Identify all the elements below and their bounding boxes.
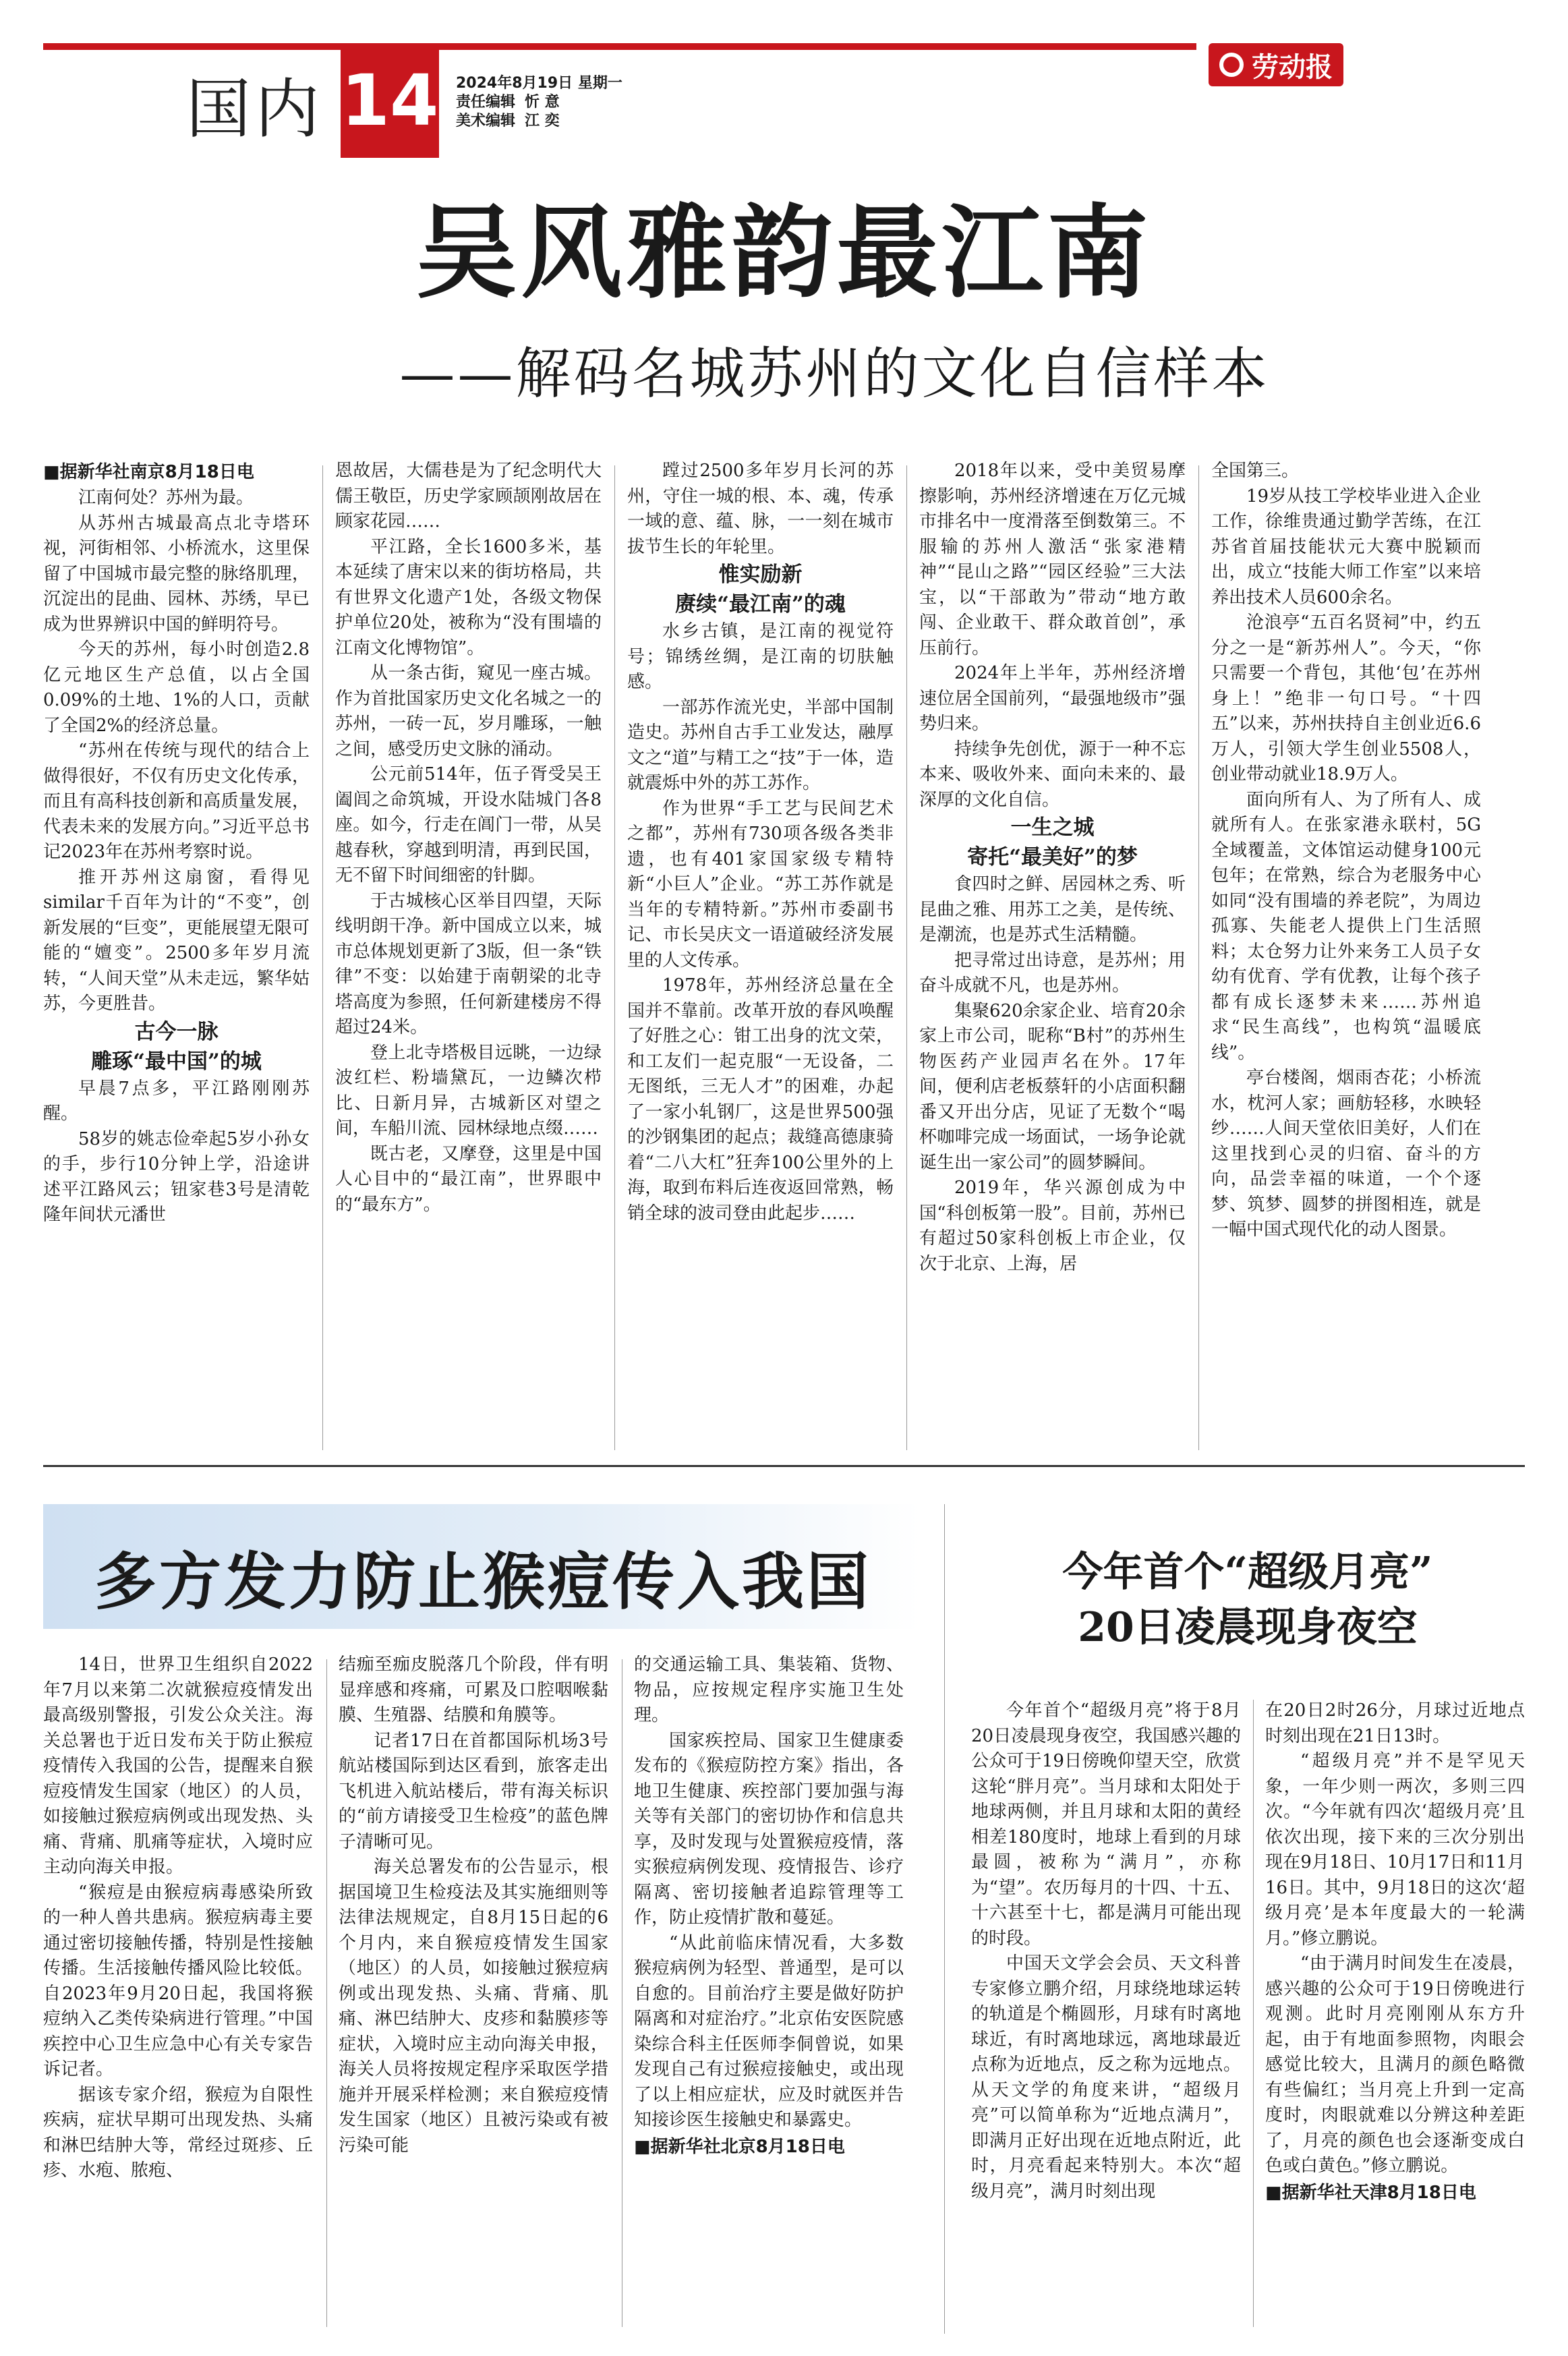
- paragraph: 今年首个“超级月亮”将于8月20日凌晨现身夜空，我国感兴趣的公众可于19日傍晚仰望天空，欣赏这轮“胖月亮”。当月球和太阳处于地球两侧，并且月球和太阳的黄经相差180度时，地球上看到的月球最圆，被称为“满月”，亦称为“望”。农历每月的十四、十五、十六甚至十七，都是满月可能出现的时段。: [971, 1700, 1241, 1949]
- page-number: 14: [341, 43, 439, 158]
- paragraph: 于古城核心区举目四望，天际线明朗干净。新中国成立以来，城市总体规划更新了3版，但一条“铁律”不变：以始建于南朝梁的北寺塔高度为参照，任何新建楼房不得超过24米。: [335, 890, 602, 1037]
- paragraph: 平江路，全长1600多米，基本延续了唐宋以来的街坊格局，共有世界文化遗产1处，各级文物保护单位20处，被称为“没有围墙的江南文化博物馆”。: [335, 536, 602, 658]
- monkeypox-column-2: [339, 1653, 608, 2334]
- paragraph: “猴痘是由猴痘病毒感染所致的一种人兽共患病。猴痘病毒主要通过密切接触传播，特别是性接触传播。生活接触传播风险比较低。自2023年9月20日起，我国将猴痘纳入乙类传染病进行管理。”中国疾控中心卫生应急中心有关专家告诉记者。: [43, 1882, 313, 2079]
- lead-column-5: [1211, 459, 1481, 1450]
- paragraph: 亭台楼阁，烟雨杏花；小桥流水，枕河人家；画舫轻移，水映轻纱……人间天堂依旧美好，人们在这里找到心灵的归宿、奋斗的方向，品尝幸福的味道，一个个逐梦、筑梦、圆梦的拼图相连，就是一幅中国式现代化的动人图景。: [1211, 1068, 1481, 1240]
- editor-label: 责任编辑: [456, 94, 516, 111]
- edition-meta: [456, 74, 622, 131]
- paragraph: 既古老，又摩登，这里是中国人心目中的“最江南”，世界眼中的“最东方”。: [335, 1143, 602, 1215]
- paragraph: 食四时之鲜、居园林之秀、听昆曲之雅、用苏工之美，是传统、是潮流，也是苏式生活精髓。: [919, 874, 1186, 945]
- paragraph: 蹚过2500多年岁月长河的苏州，守住一城的根、本、魂，传承一域的意、蕴、脉，一一刻在城市拔节生长的年轮里。: [627, 461, 894, 557]
- paragraph: 的交通运输工具、集装箱、货物、物品，应按规定程序实施卫生处理。: [634, 1655, 904, 1725]
- paragraph: 2024年上半年，苏州经济增速位居全国前列，“最强地级市”强势归来。: [919, 663, 1186, 734]
- paragraph: 从一条古街，窥见一座古城。作为首批国家历史文化名城之一的苏州，一砖一瓦，岁月雕琢，一触之间，感受历史文脉的涌动。: [335, 663, 602, 759]
- paragraph: 国家疾控局、国家卫生健康委发布的《猴痘防控方案》指出，各地卫生健康、疾控部门要加强与海关等有关部门的密切协作和信息共享，及时发现与处置猴痘疫情，落实猴痘病例发现、疫情报告、诊疗隔离、密切接触者追踪管理等工作，防止疫情扩散和蔓延。: [634, 1730, 904, 1928]
- paragraph: 海关总署发布的公告显示，根据国境卫生检疫法及其实施细则等法律法规规定，自8月15日起的6个月内，来自猴痘疫情发生国家（地区）的人员，如接触过猴痘病例或出现发热、头痛、背痛、肌痛、淋巴结肿大、皮疹和黏膜疹等症状，入境时应主动向海关申报，海关人员将按规定程序采取医学措施并开展采样检测；来自猴痘疫情发生国家（地区）且被污染或有被污染可能: [339, 1857, 608, 2156]
- paragraph: 19岁从技工学校毕业进入企业工作，徐维贵通过勤学苦练，在江苏省首届技能状元大赛中脱颖而出，成立“技能大师工作室”以来培养出技术人员600余名。: [1211, 486, 1481, 608]
- supermoon-column-2: [1265, 1698, 1525, 2334]
- paragraph: 14日，世界卫生组织自2022年7月以来第二次就猴痘疫情发出最高级别警报，引发公众关注。海关总署也于近日发布关于防止猴痘疫情传入我国的公告，提醒来自猴痘疫情发生国家（地区）的人员，如接触过猴痘病例或出现发热、头痛、背痛、肌痛等症状，入境时应主动向海关申报。: [43, 1655, 313, 1877]
- brand-name: 劳动报: [1252, 51, 1333, 83]
- paragraph: 公元前514年，伍子胥受吴王阖闾之命筑城，开设水陆城门各8座。如今，行走在阊门一带，从吴越春秋，穿越到明清，再到民国，无不留下时间细密的针脚。: [335, 764, 602, 886]
- paragraph: 记者17日在首都国际机场3号航站楼国际到达区看到，旅客走出飞机进入航站楼后，带有海关标识的“前方请接受卫生检疫”的蓝色牌子清晰可见。: [339, 1730, 608, 1852]
- paragraph: 沧浪亭“五百名贤祠”中，约五分之一是“新苏州人”。今天，“你只需要一个背包，其他‘包’在苏州身上！”绝非一句口号。“十四五”以来，苏州扶持自主创业近6.6万人，引领大学生创业5508人，创业带动就业18.9万人。: [1211, 612, 1481, 784]
- paragraph: “从此前临床情况看，大多数猴痘病例为轻型、普通型，是可以自愈的。目前治疗主要是做好防护隔离和对症治疗。”北京佑安医院感染综合科主任医师李侗曾说，如果发现自己有过猴痘接触史，或出现了以上相应症状，应及时就医并告知接诊医生接触史和暴露史。: [634, 1932, 904, 2130]
- paragraph: “苏州在传统与现代的结合上做得很好，不仅有历史文化传承，而且有高科技创新和高质量发展，代表未来的发展方向。”习近平总书记2023年在苏州考察时说。: [43, 741, 310, 862]
- paragraph: 把寻常过出诗意，是苏州；用奋斗成就不凡，也是苏州。: [919, 950, 1186, 996]
- paragraph: 集聚620余家企业、培育20余家上市公司，昵称“B村”的苏州生物医药产业园声名在外。17年间，便利店老板蔡轩的小店面积翻番又开出分店，见证了无数个“喝杯咖啡完成一场面试，一场争论就诞生出一家公司”的圆梦瞬间。: [919, 1000, 1186, 1173]
- paragraph: 登上北寺塔极目远眺，一边绿波红栏、粉墙黛瓦，一边鳞次栉比、日新月异，古城新区对望之间，车船川流、园林绿地点缀……: [335, 1042, 602, 1139]
- newspaper-brand: [1209, 43, 1343, 86]
- paragraph: “由于满月时间发生在凌晨，感兴趣的公众可于19日傍晚进行观测。此时月亮刚刚从东方升起，由于有地面参照物，肉眼会感觉比较大，且满月的颜色略微有些偏红；当月亮上升到一定高度时，肉眼就难以分辨这种差距了，月亮的颜色也会逐渐变成白色或白黄色。”修立鹏说。: [1265, 1953, 1525, 2176]
- lead-column-1: [43, 459, 310, 1450]
- subheading: 一生之城 寄托“最美好”的梦: [967, 815, 1138, 869]
- paragraph: 早晨7点多，平江路刚刚苏醒。: [43, 1078, 310, 1124]
- paragraph: 恩故居，大儒巷是为了纪念明代大儒王敬臣，历史学家顾颉刚故居在顾家花园……: [335, 461, 602, 531]
- column-divider: [1253, 1700, 1254, 2327]
- monkeypox-column-3: [634, 1653, 904, 2334]
- paragraph: 58岁的姚志俭牵起5岁小孙女的手，步行10分钟上学，沿途讲述平江路风云；钮家巷3号是清乾隆年间状元潘世: [43, 1128, 310, 1225]
- dateline: ■据新华社天津8月18日电: [1265, 2182, 1476, 2203]
- edition-date: 2024年8月19日 星期一: [456, 75, 622, 92]
- paragraph: 从苏州古城最高点北寺塔环视，河街相邻、小桥流水，这里保留了中国城市最完整的脉络肌理，沉淀出的昆曲、园林、苏绣，早已成为世界辨识中国的鲜明符号。: [43, 513, 310, 635]
- dateline: ■据新华社北京8月18日电: [634, 2136, 845, 2157]
- supermoon-headline: [971, 1545, 1524, 1655]
- monkeypox-column-1: [43, 1653, 313, 2334]
- editor-name: 忻 意: [525, 94, 560, 111]
- dateline: ■据新华社南京8月18日电: [43, 462, 254, 482]
- paragraph: 面向所有人、为了所有人、成就所有人。在张家港永联村，5G全域覆盖，文体馆运动健身100元包年；在常熟，综合为老服务中心如同“没有围墙的养老院”，为周边孤寡、失能老人提供上门生活照料；太仓努力让外来务工人员子女幼有优育、学有优教，让每个孩子都有成长逐梦未来……苏州追求“民生高线”，也构筑“温暖底线”。: [1211, 789, 1481, 1063]
- paragraph: 推开苏州这扇窗，看得见similar千百年为计的“不变”，创新发展的“巨变”，更能展望无限可能的“嬗变”。2500多年岁月流转，“人间天堂”从未走远，繁华姑苏，今更胜昔。: [43, 867, 310, 1014]
- paragraph: “超级月亮”并不是罕见天象，一年少则一两次，多则三四次。“今年就有四次‘超级月亮’且依次出现，接下来的三次分别出现在9月18日、10月17日和11月16日。其中，9月18日的这次‘超级月亮’是本年度最大的一轮满月。”修立鹏说。: [1265, 1751, 1525, 1949]
- paragraph: 江南何处？苏州为最。: [78, 488, 254, 508]
- section-name: 国内: [186, 71, 324, 147]
- subheading: 古今一脉 雕琢“最中国”的城: [91, 1019, 262, 1074]
- paragraph: 全国第三。: [1211, 461, 1300, 481]
- paragraph: 作为世界“手工艺与民间艺术之都”，苏州有730项各级各类非遗，也有401家国家级专精特新“小巨人”企业。“苏工苏作就是当年的专精特新。”苏州市委副书记、市长吴庆文一语道破经济发展里的人文传承。: [627, 798, 894, 971]
- paragraph: 水乡古镇，是江南的视觉符号；锦绣丝绸，是江南的切肤触感。: [627, 621, 894, 692]
- paragraph: 2019年，华兴源创成为中国“科创板第一股”。目前，苏州已有超过50家科创板上市企业，仅次于北京、上海，居: [919, 1178, 1186, 1274]
- paragraph: 2018年以来，受中美贸易摩擦影响，苏州经济增速在万亿元城市排名中一度滑落至倒数第三。不服输的苏州人激活“张家港精神”“昆山之路”“园区经验”三大法宝，以“干部敢为”带动“地方敢闯、企业敢干、群众敢首创”，承压前行。: [919, 461, 1186, 658]
- paragraph: 1978年，苏州经济总量在全国并不靠前。改革开放的春风唤醒了好胜之心：钳工出身的沈文荣，和工友们一起克服“一无设备，二无图纸，三无人才”的困难，办起了一家小轧钢厂，这是世界500强的沙钢集团的起点；裁缝高德康骑着“二八大杠”狂奔100公里外的上海，取到布料后连夜返回常熟，畅销全球的波司登由此起步……: [627, 975, 894, 1224]
- paragraph: 一部苏作流光史，半部中国制造史。苏州自古手工业发达，融厚文之“道”与精工之“技”于一体，造就震烁中外的苏工苏作。: [627, 697, 894, 793]
- lead-subheadline: ——解码名城苏州的文化自信样本: [399, 342, 1270, 406]
- paragraph: 今天的苏州，每小时创造2.8亿元地区生产总值，以占全国0.09%的土地、1%的人口，贡献了全国2%的经济总量。: [43, 639, 310, 736]
- art-editor-label: 美术编辑: [456, 113, 516, 130]
- paragraph: 持续争先创优，源于一种不忘本来、吸收外来、面向未来的、最深厚的文化自信。: [919, 739, 1186, 810]
- lead-column-2: [335, 459, 602, 1450]
- lead-headline: 吴风雅韵最江南: [415, 194, 1153, 312]
- column-divider: [322, 465, 323, 1450]
- lead-column-3: [627, 459, 894, 1450]
- art-editor-name: 江 奕: [525, 113, 560, 130]
- supermoon-headline-text: 今年首个“超级月亮” 20日凌晨现身夜空: [1062, 1549, 1433, 1651]
- brand-logo-icon: [1219, 53, 1244, 77]
- story-divider: [944, 1504, 945, 2334]
- column-divider: [906, 465, 907, 1450]
- column-divider: [326, 1659, 327, 2327]
- paragraph: 结痂至痂皮脱落几个阶段，伴有明显痒感和疼痛，可累及口腔咽喉黏膜、生殖器、结膜和角膜等。: [339, 1655, 608, 1725]
- monkeypox-headline: 多方发力防止猴痘传入我国: [94, 1545, 872, 1618]
- column-divider: [1198, 465, 1199, 1450]
- supermoon-column-1: [971, 1698, 1241, 2334]
- paragraph: 中国天文学会会员、天文科普专家修立鹏介绍，月球绕地球运转的轨道是个椭圆形，月球有时离地球近，有时离地球远，离地球最近点称为近地点，反之称为远地点。从天文学的角度来讲，“超级月亮”可以简单称为“近地点满月”，即满月正好出现在近地点附近，此时，月亮看起来特别大。本次“超级月亮”，满月时刻出现: [971, 1953, 1241, 2202]
- section-divider: [43, 1465, 1525, 1467]
- lead-column-4: [919, 459, 1186, 1450]
- subheading: 惟实励新 赓续“最江南”的魂: [675, 563, 846, 616]
- paragraph: 在20日2时26分，月球过近地点时刻出现在21日13时。: [1265, 1700, 1525, 1746]
- top-rule: [43, 43, 1196, 50]
- column-divider: [614, 465, 615, 1450]
- paragraph: 据该专家介绍，猴痘为自限性疾病，症状早期可出现发热、头痛和淋巴结肿大等，常经过斑疹、丘疹、水疱、脓疱、: [43, 2084, 313, 2181]
